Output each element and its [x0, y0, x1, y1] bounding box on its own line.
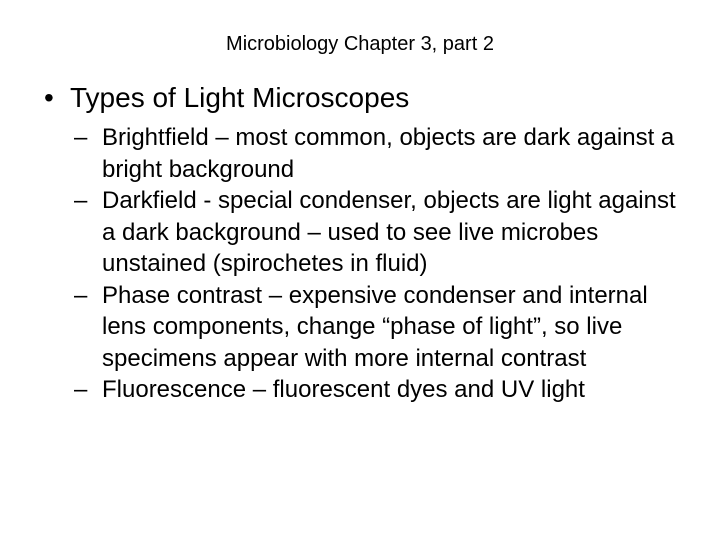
main-bullet-text: Types of Light Microscopes [70, 82, 410, 113]
sub-bullet-text: Fluorescence – fluorescent dyes and UV light [102, 376, 585, 403]
dash-icon: – [74, 187, 88, 214]
dash-icon: – [74, 124, 88, 151]
sub-bullet-phase-contrast [74, 280, 684, 375]
sub-bullet-text: Phase contrast – expensive condenser and internal lens components, change “phase of light”, so live specimens appear with more internal contrast [102, 281, 648, 372]
bullet-dot-icon: • [44, 82, 54, 113]
slide-title: Microbiology Chapter 3, part 2 [226, 33, 494, 55]
sub-bullet-darkfield [74, 185, 684, 280]
main-bullet [44, 81, 409, 115]
sub-bullet-list [74, 122, 684, 406]
sub-bullet-brightfield [74, 122, 684, 185]
dash-icon: – [74, 376, 88, 403]
dash-icon: – [74, 281, 88, 309]
sub-bullet-text: Darkfield - special condenser, objects are light against a dark background – used to see live microbes unstained (spirochetes in fluid) [102, 187, 676, 277]
sub-bullet-fluorescence [74, 374, 684, 406]
sub-bullet-text: Brightfield – most common, objects are dark against a bright background [102, 124, 675, 183]
